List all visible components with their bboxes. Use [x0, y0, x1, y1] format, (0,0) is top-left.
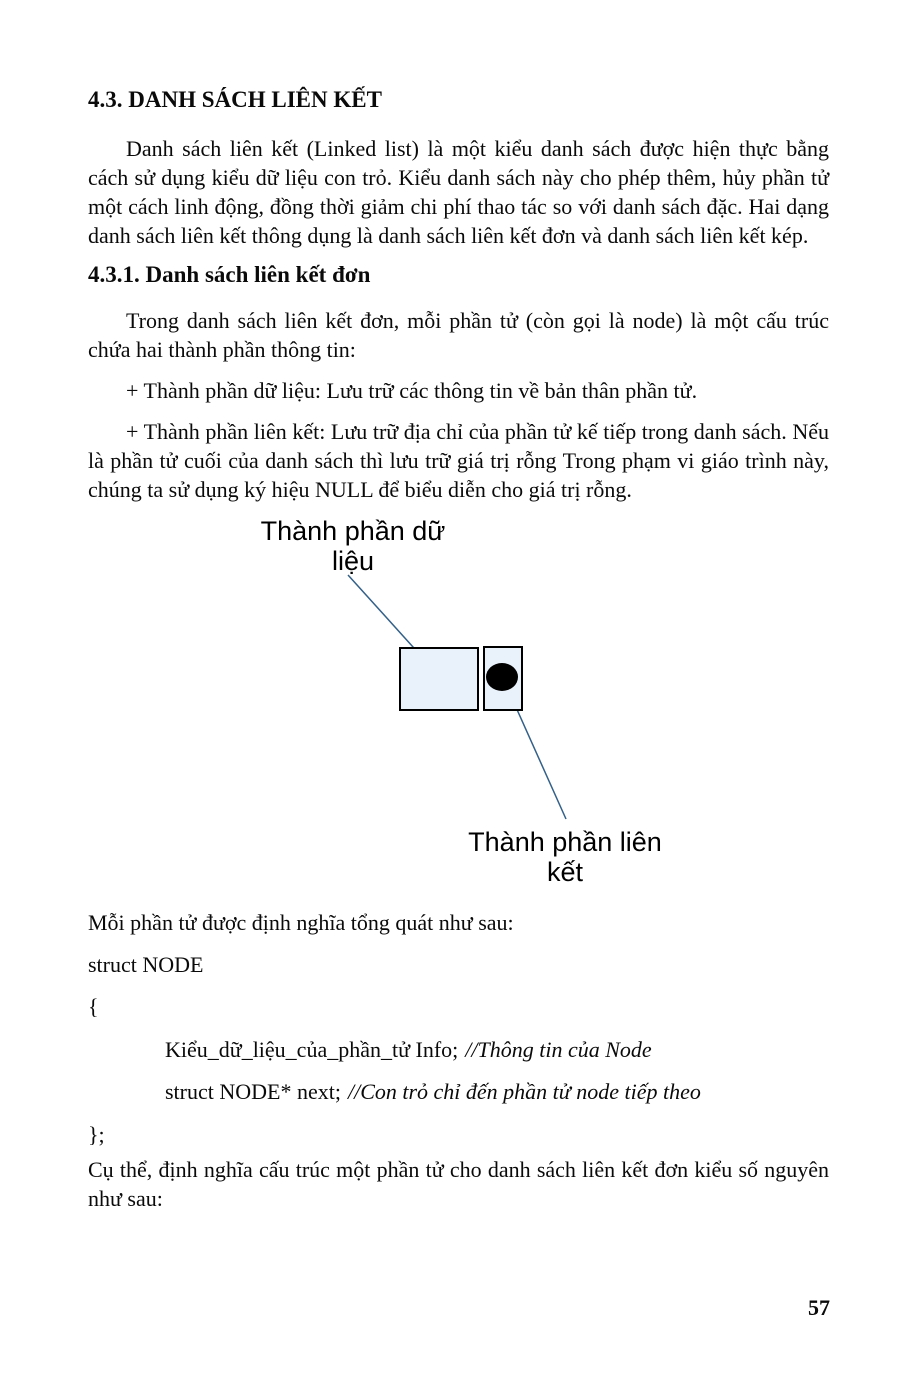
code-brace-open: { — [88, 994, 99, 1019]
code-field-next-comment: //Con trỏ chỉ đến phần tử node tiếp theo — [347, 1079, 701, 1104]
paragraph-linked-list-intro: Danh sách liên kết (Linked list) là một kiểu danh sách được hiện thực bằng cách sử dụng kiểu dữ liệu con trỏ. Kiểu danh sách này cho phép thêm, hủy phần tử một cách linh động, đồng thời giảm chi phí thao tác so với danh sách đặc. Hai dạng danh sách liên kết thông dụng là danh sách liên kết đơn và danh sách liên kết kép. — [88, 136, 829, 248]
subsection-heading: 4.3.1. Danh sách liên kết đơn — [88, 262, 371, 287]
bullet-data-field: + Thành phần dữ liệu: Lưu trữ các thông tin về bản thân phần tử. — [126, 378, 698, 403]
page-number: 57 — [808, 1295, 830, 1320]
bullet-link-field: + Thành phần liên kết: Lưu trữ địa chỉ của phần tử kế tiếp trong danh sách. Nếu là phần tử cuối của danh sách thì lưu trữ giá trị rỗng Trong phạm vi giáo trình này, chúng ta sử dụng ký hiệu NULL để biểu diễn cho giá trị rỗng. — [88, 419, 829, 502]
section-heading: 4.3. DANH SÁCH LIÊN KẾT — [88, 87, 382, 112]
pointer-dot — [486, 663, 518, 691]
link-field-label: Thành phần liên kết — [468, 827, 662, 887]
code-field-info-decl: Kiểu_dữ_liệu_của_phần_tử Info; — [165, 1037, 459, 1062]
code-field-next-decl: struct NODE* next; — [165, 1079, 341, 1104]
code-field-next — [88, 1077, 829, 1106]
definition-intro: Mỗi phần tử được định nghĩa tổng quát như sau: — [88, 910, 514, 935]
code-field-info — [88, 1035, 829, 1064]
data-field-box — [399, 647, 479, 711]
node-diagram — [88, 504, 829, 890]
data-field-label: Thành phần dữ liệu — [260, 516, 446, 576]
code-field-info-comment: //Thông tin của Node — [465, 1037, 652, 1062]
page-content — [88, 86, 829, 1225]
closing-paragraph: Cụ thể, định nghĩa cấu trúc một phần tử cho danh sách liên kết đơn kiểu số nguyên như sau: — [88, 1157, 829, 1211]
paragraph-node-structure: Trong danh sách liên kết đơn, mỗi phần tử (còn gọi là node) là một cấu trúc chứa hai thành phần thông tin: — [88, 308, 829, 362]
code-brace-close: }; — [88, 1122, 105, 1147]
code-struct-decl: struct NODE — [88, 952, 204, 977]
